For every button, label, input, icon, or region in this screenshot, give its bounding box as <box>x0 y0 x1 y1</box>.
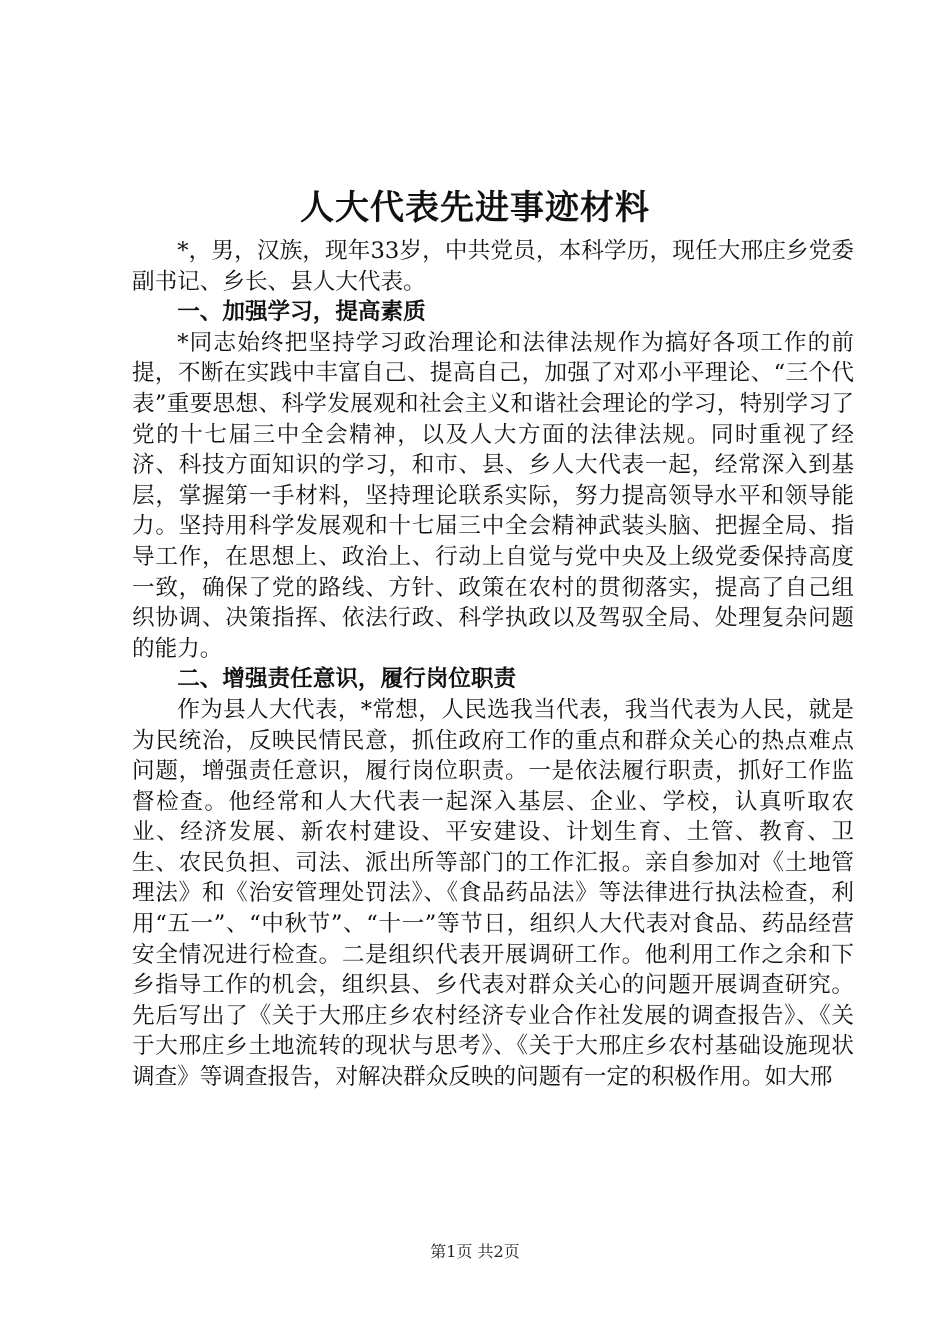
section-paragraph-2: 作为县人大代表，*常想，人民选我当代表，我当代表为人民，就是为民统治，反映民情民意，抓住政府工作的重点和群众关心的热点难点问题，增强责任意识，履行岗位职责。一是依法履行职责，抓好工作监督检查。他经常和人大代表一起深入基层、企业、学校，认真听取农业、经济发展、新农村建设、平安建设、计划生育、土管、教育、卫生、农民负担、司法、派出所等部门的工作汇报。亲自参加对《土地管理法》和《治安管理处罚法》、《食品药品法》等法律进行执法检查，利用“五一”、“中秋节”、“十一”等节日，组织人大代表对食品、药品经营安全情况进行检查。二是组织代表开展调研工作。他利用工作之余和下乡指导工作的机会，组织县、乡代表对群众关心的问题开展调查研究。先后写出了《关于大邢庄乡农村经济专业合作社发展的调查报告》、《关于大邢庄乡土地流转的现状与思考》、《关于大邢庄乡农村基础设施现状调查》等调查报告，对解决群众反映的问题有一定的积极作用。如大邢 <box>132 696 854 1091</box>
page-footer <box>0 1240 950 1264</box>
section-heading-1: 一、加强学习，提高素质 <box>177 299 426 326</box>
intro-paragraph: *，男，汉族，现年33岁，中共党员，本科学历，现任大邢庄乡党委副书记、乡长、县人大代表。 <box>132 238 854 295</box>
section-heading-2: 二、增强责任意识，履行岗位职责 <box>177 666 517 693</box>
document-title: 人大代表先进事迹材料 <box>300 188 650 228</box>
document-body <box>132 236 854 1093</box>
section-paragraph-1: *同志始终把坚持学习政治理论和法律法规作为搞好各项工作的前提，不断在实践中丰富自己、提高自己，加强了对邓小平理论、“三个代表”重要思想、科学发展观和社会主义和谐社会理论的学习，特别学习了党的十七届三中全会精神，以及人大方面的法律法规。同时重视了经济、科技方面知识的学习，和市、县、乡人大代表一起，经常深入到基层，掌握第一手材料，坚持理论联系实际，努力提高领导水平和领导能力。坚持用科学发展观和十七届三中全会精神武装头脑、把握全局、指导工作，在思想上、政治上、行动上自觉与党中央及上级党委保持高度一致，确保了党的路线、方针、政策在农村的贯彻落实，提高了自己组织协调、决策指挥、依法行政、科学执政以及驾驭全局、处理复杂问题的能力。 <box>132 329 854 662</box>
page-indicator: 第1页 共2页 <box>430 1242 520 1261</box>
